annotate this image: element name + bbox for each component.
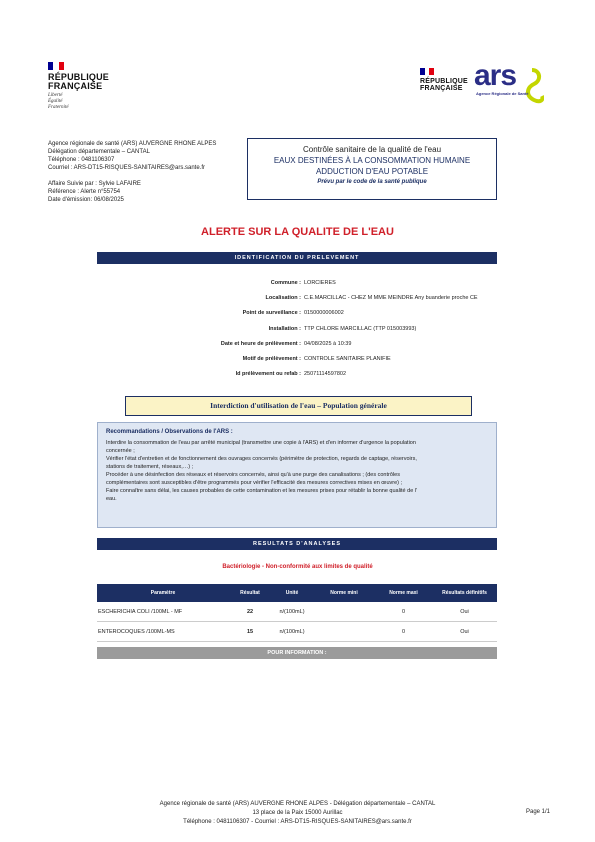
identification-value: C.E.MARCILLAC - CHEZ M MME MEINDRE Any buanderie proche CE — [304, 295, 478, 302]
identification-value: 04/08/2025 à 10:39 — [304, 340, 352, 347]
reference: Référence : Alerte n°55754 — [48, 189, 121, 195]
table-cell — [313, 622, 375, 642]
col-norme-mini: Norme mini — [313, 584, 375, 602]
ars-brand: ars — [474, 59, 517, 92]
results-header: RESULTATS D'ANALYSES — [97, 538, 497, 550]
recommendations-box — [97, 422, 497, 528]
col-resultats-definitifs: Résultats définitifs — [432, 584, 497, 602]
footer-line3: Téléphone : 0481106307 - Courriel : ARS-DT15-RISQUES-SANITAIRES@ars.sante.fr — [183, 819, 412, 825]
table-cell: ENTEROCOQUES /100ML-MS — [97, 622, 229, 642]
identification-row — [97, 326, 497, 341]
motto-liberte: Liberté — [48, 93, 63, 98]
identification-row — [97, 356, 497, 371]
emission-date: Date d'émission: 06/08/2025 — [48, 197, 124, 203]
recommendation-line: Procéder à une désinfection des réseaux et réservoirs concernés, ainsi qu'à une purge des canalisations ; (des contrôles — [106, 472, 400, 478]
results-table-wrap — [97, 584, 497, 642]
republique-francaise-logo-left — [48, 62, 109, 111]
alert-title: ALERTE SUR LA QUALITE DE L'EAU — [201, 226, 394, 238]
logo-right-line1: RÉPUBLIQUE — [420, 78, 468, 85]
identification-label: Date et heure de prélèvement : — [220, 340, 301, 347]
recommendation-line: complémentaires sont susceptibles d'être programmés pour vérifier l'efficacité des mesures correctives mises en œuvre) ; — [106, 480, 403, 486]
recommendation-line: concernée ; — [106, 448, 135, 454]
logo-right-line2: FRANÇAISE — [420, 85, 463, 92]
logo-line1: RÉPUBLIQUE — [48, 72, 110, 82]
table-cell: 0 — [375, 622, 432, 642]
table-row — [97, 622, 497, 642]
identification-value: TTP CHLORE MARCILLAC (TTP 015003993) — [304, 325, 417, 332]
identification-row — [97, 371, 497, 386]
identification-value: CONTROLE SANITAIRE PLANIFIE — [304, 355, 391, 362]
col-norme-maxi: Norme maxi — [375, 584, 432, 602]
identification-label: Localisation : — [265, 295, 301, 302]
footer — [0, 800, 595, 827]
table-cell: 0 — [375, 602, 432, 622]
table-cell — [313, 602, 375, 622]
french-flag-icon — [420, 68, 434, 75]
table-cell: n/(100mL) — [271, 622, 313, 642]
info-header: POUR INFORMATION : — [97, 647, 497, 659]
identification-label: Motif de prélèvement : — [242, 355, 301, 362]
motto-fraternite: Fraternité — [48, 105, 69, 110]
identification-value: LORCIERES — [304, 280, 336, 286]
identification-label: Id prélèvement ou refab : — [235, 371, 301, 378]
table-cell: 15 — [229, 622, 271, 642]
footer-line1: Agence régionale de santé (ARS) AUVERGNE RHONE ALPES - Délégation départementale – CANTAL — [159, 801, 436, 807]
table-row — [97, 602, 497, 622]
footer-line2: 13 place de la Paix 15000 Aurillac — [252, 810, 343, 816]
identification-label: Point de surveillance : — [242, 310, 301, 317]
recommendation-line: Vérifier l'état d'entretien et de fonctionnement des ouvrages concernés (périmètre de protection, regards de captage, réservoirs, — [106, 456, 417, 462]
table-cell: ESCHERICHIA COLI /100ML - MF — [97, 602, 229, 622]
agency-phone: Téléphone : 0481106307 — [48, 157, 115, 163]
interdiction-banner: Interdiction d'utilisation de l'eau – Population générale — [125, 396, 472, 416]
recommendation-line: Interdire la consommation de l'eau par arrêté municipal (transmettre une copie à l'ARS) et d'en informer d'urgence la population — [106, 440, 416, 446]
control-line1: Contrôle sanitaire de la qualité de l'eau — [302, 145, 442, 154]
agency-name: Agence régionale de santé (ARS) AUVERGNE RHONE ALPES — [48, 141, 217, 147]
identification-value: 25071114597802 — [304, 371, 347, 378]
french-flag-icon — [48, 62, 64, 70]
recommendation-line: stations de traitement, réseaux,…) ; — [106, 464, 194, 470]
ars-brand-sub: Agence Régionale de Santé — [476, 91, 529, 96]
identification-row — [97, 295, 497, 310]
identification-label: Commune : — [270, 280, 301, 286]
motto-egalite: Égalité — [48, 99, 63, 104]
recommendation-line: Faire connaître sans délai, les causes probables de cette contamination et les mesures prises pour rétablir la bonne qualité de l' — [106, 488, 418, 494]
identification-row — [97, 341, 497, 356]
recommendation-line: eau. — [106, 496, 117, 502]
control-line2: EAUX DESTINÉES À LA CONSOMMATION HUMAINE — [273, 156, 471, 165]
page-number: Page 1/1 — [526, 809, 551, 815]
republique-francaise-logo-right — [420, 68, 468, 92]
control-line4: Prévu par le code de la santé publique — [317, 179, 427, 185]
recommendations-title: Recommandations / Observations de l'ARS : — [106, 429, 233, 435]
identification-list — [97, 280, 497, 386]
results-subtitle: Bactériologie - Non-conformité aux limites de qualité — [222, 564, 373, 570]
table-cell: Oui — [432, 602, 497, 622]
table-cell: n/(100mL) — [271, 602, 313, 622]
table-cell: 22 — [229, 602, 271, 622]
identification-value: 0150000006002 — [304, 310, 344, 317]
col-unite: Unité — [271, 584, 313, 602]
col-parametre: Paramètre — [97, 584, 229, 602]
col-resultat: Résultat — [229, 584, 271, 602]
identification-row — [97, 310, 497, 325]
recommendations-text — [106, 439, 488, 503]
table-cell: Oui — [432, 622, 497, 642]
agency-block — [48, 140, 248, 204]
control-line3: ADDUCTION D'EAU POTABLE — [315, 167, 429, 176]
control-box — [247, 138, 497, 200]
agency-email: Courriel : ARS-DT15-RISQUES-SANITAIRES@ars.sante.fr — [48, 165, 206, 171]
ars-logo — [474, 60, 544, 110]
identification-label: Installation : — [268, 325, 301, 332]
agency-delegation: Délégation départementale – CANTAL — [48, 149, 150, 155]
identification-header: IDENTIFICATION DU PRELEVEMENT — [97, 252, 497, 264]
results-header-row — [97, 584, 497, 602]
logo-line2: FRANÇAISE — [48, 81, 103, 91]
followed-by: Affaire Suivie par : Sylvie LAFAIRE — [48, 181, 141, 187]
identification-row — [97, 280, 497, 295]
results-table — [97, 584, 497, 642]
